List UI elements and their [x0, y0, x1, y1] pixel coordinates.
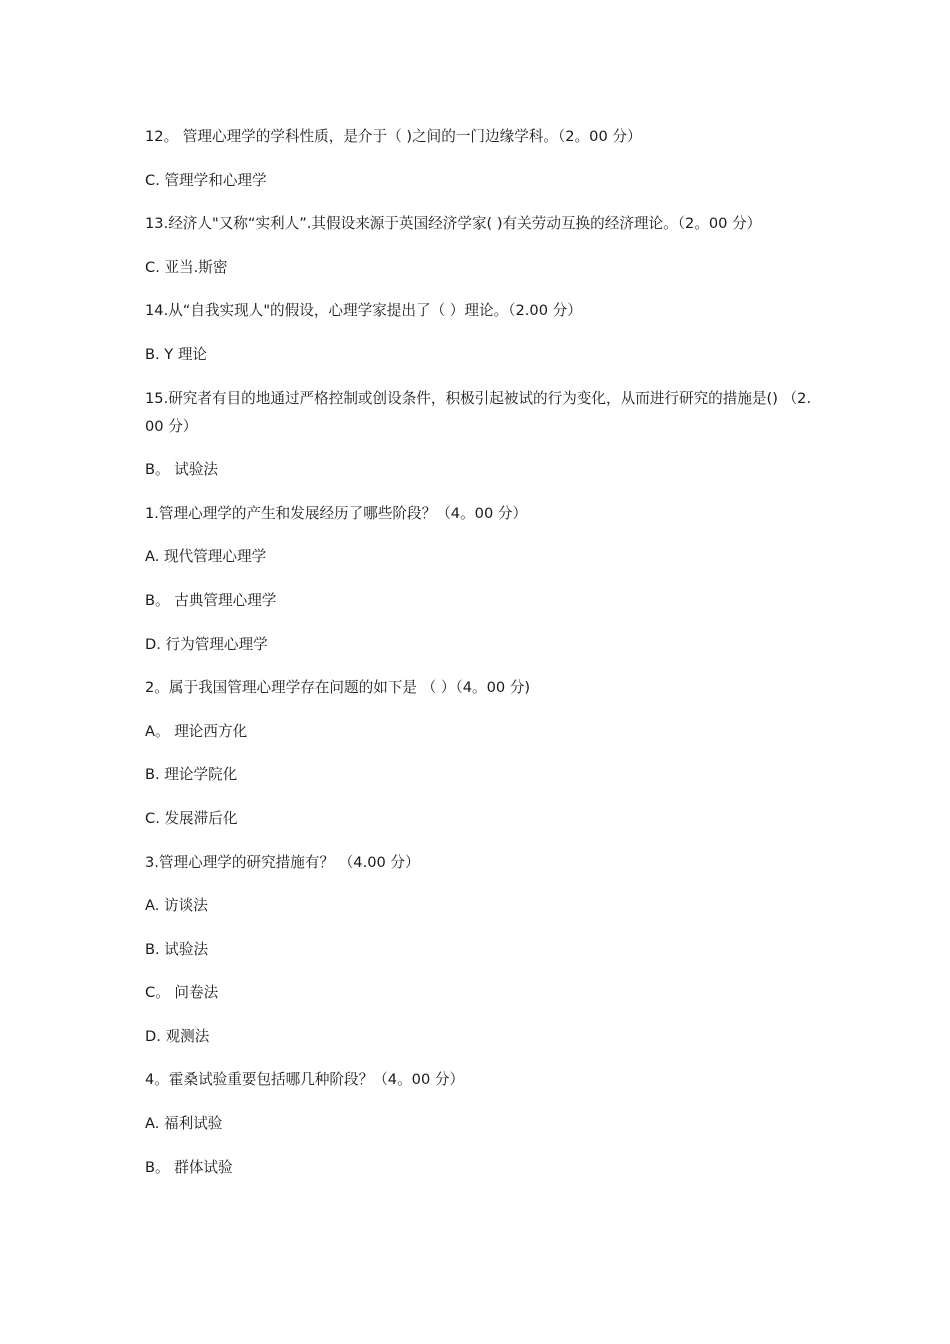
multi-answer-3b: B. 试验法	[145, 940, 209, 958]
question-14: 14.从“自我实现人"的假设，心理学家提出了（ ）理论。（2.00 分）	[145, 302, 582, 320]
multi-answer-3c: C。 问卷法	[145, 984, 219, 1002]
multi-answer-2c: C. 发展滞后化	[145, 809, 238, 827]
answer-14: B. Y 理论	[145, 345, 208, 363]
multi-answer-1b: B。 古典管理心理学	[145, 591, 277, 609]
question-13: 13.经济人"又称“实利人”.其假设来源于英国经济学家( )有关劳动互换的经济理论。（2。00 分）	[145, 215, 762, 233]
multi-answer-1a: A. 现代管理心理学	[145, 548, 267, 566]
multi-answer-4a: A. 福利试验	[145, 1115, 223, 1133]
question-15: 15.研究者有目的地通过严格控制或创设条件，积极引起被试的行为变化，从而进行研究的措施是() （2.00 分）	[145, 389, 812, 435]
multi-answer-1d: D. 行为管理心理学	[145, 635, 268, 653]
answer-13: C. 亚当.斯密	[145, 258, 228, 276]
answer-12: C. 管理学和心理学	[145, 171, 267, 189]
multi-answer-2a: A。 理论西方化	[145, 722, 248, 740]
multi-question-1: 1.管理心理学的产生和发展经历了哪些阶段？（4。00 分）	[145, 504, 528, 522]
multi-answer-4b: B。 群体试验	[145, 1158, 233, 1176]
answer-15: B。 试验法	[145, 461, 219, 479]
multi-question-4: 4。霍桑试验重要包括哪几种阶段？（4。00 分）	[145, 1071, 465, 1089]
document-body	[145, 123, 815, 1197]
multi-answer-3a: A. 访谈法	[145, 897, 208, 915]
multi-answer-3d: D. 观测法	[145, 1027, 210, 1045]
multi-question-2: 2。属于我国管理心理学存在问题的如下是 （ ）（4。00 分)	[145, 679, 531, 697]
question-12: 12。 管理心理学的学科性质，是介于（ )之间的一门边缘学科。（2。00 分）	[145, 128, 642, 145]
multi-question-3: 3.管理心理学的研究措施有？ （4.00 分）	[145, 853, 420, 871]
multi-answer-2b: B. 理论学院化	[145, 766, 238, 784]
